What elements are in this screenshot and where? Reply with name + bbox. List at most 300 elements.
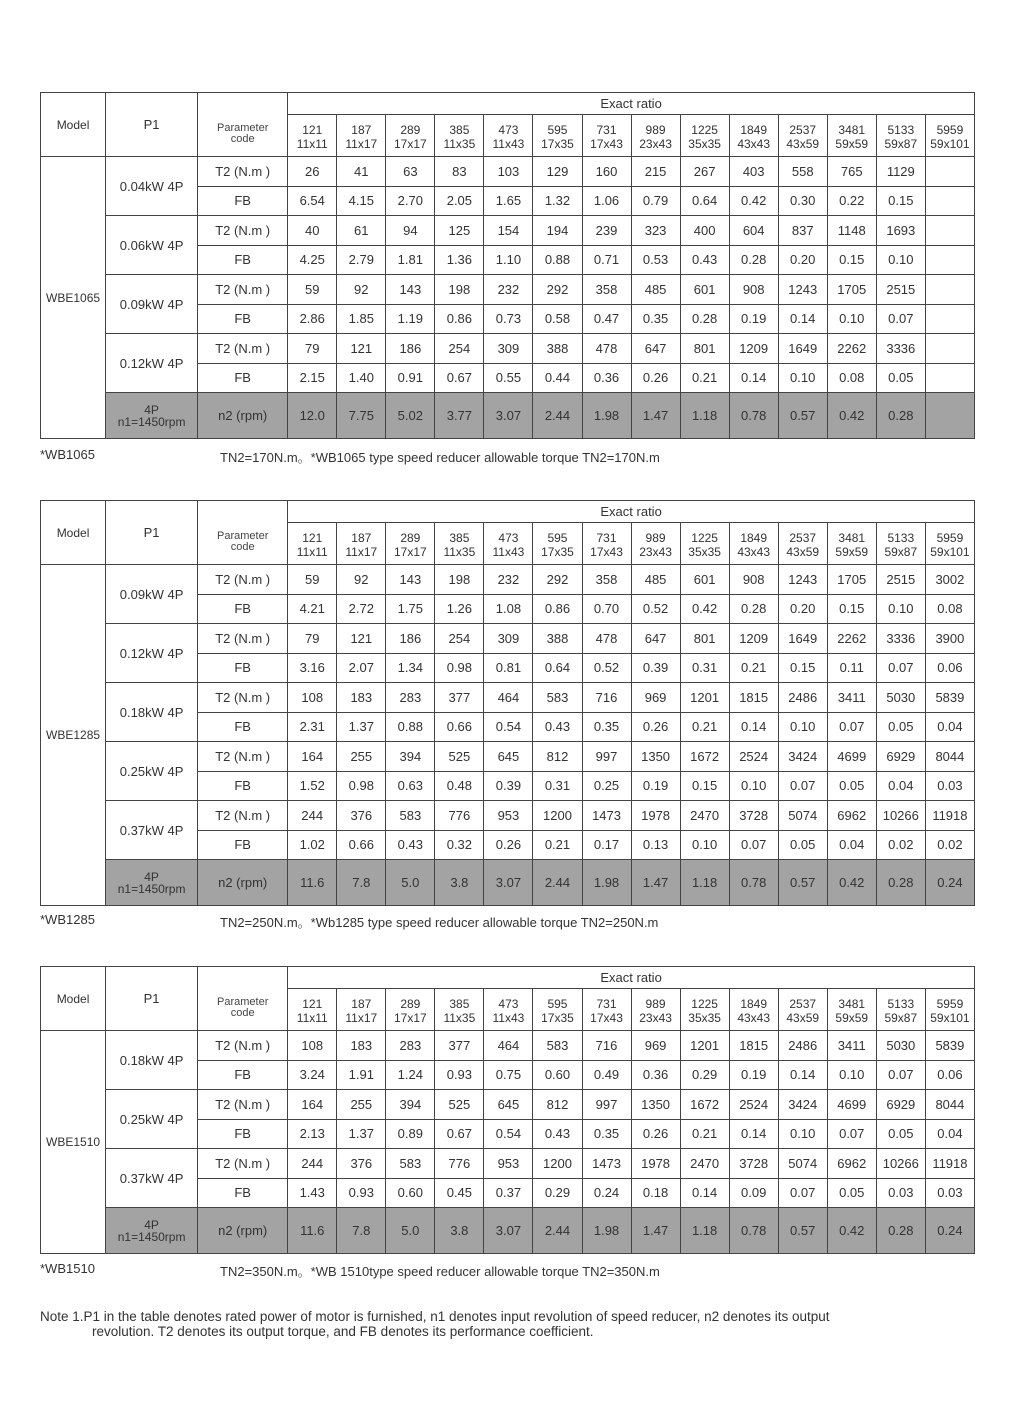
n2-value: 12.0 bbox=[288, 393, 337, 439]
parameter-code-header bbox=[198, 93, 288, 157]
fb-value: 1.91 bbox=[337, 1060, 386, 1090]
ratio-value: 473 bbox=[498, 530, 519, 545]
fb-value: 0.98 bbox=[435, 653, 484, 683]
t2-label: T2 (N.m ) bbox=[198, 275, 288, 305]
ratio-cell bbox=[680, 115, 729, 157]
t2-value: 3336 bbox=[876, 624, 925, 654]
ratio-teeth: 35x35 bbox=[688, 1010, 721, 1025]
ratio-teeth: 59x87 bbox=[884, 136, 918, 151]
fb-value: 0.53 bbox=[631, 245, 680, 275]
t2-value: 267 bbox=[680, 157, 729, 187]
fb-value: 0.31 bbox=[533, 771, 582, 801]
ratio-teeth: 17x35 bbox=[541, 1010, 574, 1025]
t2-value: 647 bbox=[631, 334, 680, 364]
power-cell: 0.09kW 4P bbox=[106, 565, 198, 624]
n2-value: 3.07 bbox=[484, 860, 533, 906]
ratio-teeth: 11x11 bbox=[296, 1010, 328, 1025]
fb-value: 0.93 bbox=[337, 1178, 386, 1208]
fb-value: 0.10 bbox=[680, 830, 729, 860]
t2-value: 108 bbox=[288, 683, 337, 713]
fb-value: 0.15 bbox=[827, 594, 876, 624]
fb-value: 2.15 bbox=[288, 363, 337, 393]
fb-value: 0.06 bbox=[925, 1060, 974, 1090]
rpm-pole-label: 4P bbox=[144, 869, 159, 884]
ratio-value: 5133 bbox=[887, 530, 915, 545]
t2-value: 358 bbox=[582, 565, 631, 595]
ratio-cell bbox=[386, 115, 435, 157]
ratio-value: 473 bbox=[498, 996, 519, 1011]
fb-value: 0.21 bbox=[729, 653, 778, 683]
fb-value: 0.04 bbox=[925, 712, 974, 742]
t2-value: 244 bbox=[288, 801, 337, 831]
fb-value: 2.79 bbox=[337, 245, 386, 275]
ratio-value: 385 bbox=[449, 122, 470, 137]
ratio-value: 187 bbox=[351, 530, 372, 545]
n2-value: 0.57 bbox=[778, 1208, 827, 1254]
t2-value: 59 bbox=[288, 565, 337, 595]
t2-value: 79 bbox=[288, 334, 337, 364]
fb-value: 0.35 bbox=[582, 1119, 631, 1149]
t2-value: 129 bbox=[533, 157, 582, 187]
ratio-teeth: 43x59 bbox=[786, 136, 820, 151]
n2-value: 1.98 bbox=[582, 1208, 631, 1254]
t2-value: 1350 bbox=[631, 742, 680, 772]
t2-value: 1201 bbox=[680, 1031, 729, 1061]
ratio-teeth: 59x101 bbox=[930, 1010, 970, 1025]
fb-value: 0.07 bbox=[827, 1119, 876, 1149]
power-cell: 0.25kW 4P bbox=[106, 742, 198, 801]
fb-value: 0.47 bbox=[582, 304, 631, 334]
fb-label: FB bbox=[198, 594, 288, 624]
t2-value: 645 bbox=[484, 1090, 533, 1120]
n2-value: 3.07 bbox=[484, 393, 533, 439]
n2-value: 5.0 bbox=[386, 1208, 435, 1254]
t2-value: 3728 bbox=[729, 801, 778, 831]
t2-value: 1243 bbox=[778, 275, 827, 305]
rpm-row bbox=[41, 393, 975, 439]
ratio-cell bbox=[386, 523, 435, 565]
t2-value: 143 bbox=[386, 275, 435, 305]
ratio-teeth: 43x43 bbox=[737, 136, 771, 151]
fb-value: 0.10 bbox=[827, 304, 876, 334]
fb-value: 0.49 bbox=[582, 1060, 631, 1090]
t2-value: 400 bbox=[680, 216, 729, 246]
fb-value: 0.04 bbox=[876, 771, 925, 801]
ratio-teeth: 59x101 bbox=[930, 544, 970, 559]
ratio-value: 731 bbox=[596, 530, 617, 545]
fb-value: 0.26 bbox=[631, 712, 680, 742]
t2-row bbox=[41, 1149, 975, 1179]
power-cell: 0.25kW 4P bbox=[106, 1090, 198, 1149]
ratio-cell bbox=[631, 523, 680, 565]
t2-value: 5074 bbox=[778, 801, 827, 831]
t2-row bbox=[41, 565, 975, 595]
t2-label: T2 (N.m ) bbox=[198, 565, 288, 595]
t2-value: 1148 bbox=[827, 216, 876, 246]
ratio-value: 3481 bbox=[838, 530, 866, 545]
ratio-value: 1225 bbox=[691, 530, 718, 545]
model-header: Model bbox=[41, 93, 106, 157]
ratio-value: 289 bbox=[400, 530, 421, 545]
n2-value: 1.18 bbox=[680, 393, 729, 439]
power-cell: 0.12kW 4P bbox=[106, 624, 198, 683]
fb-value: 0.10 bbox=[827, 1060, 876, 1090]
t2-value: 2515 bbox=[876, 565, 925, 595]
ratio-value: 2537 bbox=[789, 996, 817, 1011]
fb-label: FB bbox=[198, 363, 288, 393]
t2-value: 1201 bbox=[680, 683, 729, 713]
fb-label: FB bbox=[198, 186, 288, 216]
t2-value: 1672 bbox=[680, 742, 729, 772]
n2-value: 1.98 bbox=[582, 860, 631, 906]
t2-value: 10266 bbox=[876, 801, 925, 831]
fb-value bbox=[925, 186, 974, 216]
t2-value: 1350 bbox=[631, 1090, 680, 1120]
fb-value: 1.43 bbox=[288, 1178, 337, 1208]
fb-value: 0.26 bbox=[631, 363, 680, 393]
fb-value: 2.70 bbox=[386, 186, 435, 216]
t2-value: 2515 bbox=[876, 275, 925, 305]
n2-value: 7.8 bbox=[337, 860, 386, 906]
ratio-teeth: 59x59 bbox=[835, 136, 869, 151]
t2-value: 198 bbox=[435, 565, 484, 595]
t2-value: 6929 bbox=[876, 1090, 925, 1120]
t2-value: 2524 bbox=[729, 742, 778, 772]
t2-value: 464 bbox=[484, 1031, 533, 1061]
spec-table-wbe1285 bbox=[40, 500, 975, 906]
fb-value: 6.54 bbox=[288, 186, 337, 216]
t2-value: 478 bbox=[582, 334, 631, 364]
t2-value: 801 bbox=[680, 334, 729, 364]
t2-value: 143 bbox=[386, 565, 435, 595]
ratio-value: 2537 bbox=[789, 122, 817, 137]
t2-value: 969 bbox=[631, 1031, 680, 1061]
t2-value: 3424 bbox=[778, 1090, 827, 1120]
fb-value: 0.86 bbox=[533, 594, 582, 624]
ratio-cell bbox=[435, 523, 484, 565]
t2-value: 121 bbox=[337, 334, 386, 364]
t2-row bbox=[41, 742, 975, 772]
ratio-teeth: 23x43 bbox=[639, 136, 672, 151]
ratio-value: 3481 bbox=[838, 996, 866, 1011]
t2-value: 2524 bbox=[729, 1090, 778, 1120]
exact-ratio-header: Exact ratio bbox=[288, 501, 975, 523]
n2-value: 3.77 bbox=[435, 393, 484, 439]
t2-label: T2 (N.m ) bbox=[198, 157, 288, 187]
t2-value: 376 bbox=[337, 801, 386, 831]
fb-value: 0.91 bbox=[386, 363, 435, 393]
ratio-teeth: 59x87 bbox=[884, 544, 918, 559]
t2-value: 92 bbox=[337, 565, 386, 595]
fb-value: 0.07 bbox=[778, 1178, 827, 1208]
ratio-teeth: 11x11 bbox=[296, 544, 328, 559]
ratio-teeth: 11x43 bbox=[492, 1010, 525, 1025]
note-paragraph bbox=[40, 1309, 980, 1339]
fb-value: 0.30 bbox=[778, 186, 827, 216]
t2-value: 464 bbox=[484, 683, 533, 713]
ratio-cell bbox=[533, 523, 582, 565]
ratio-teeth: 11x43 bbox=[492, 544, 525, 559]
fb-value: 0.15 bbox=[876, 186, 925, 216]
ratio-value: 5133 bbox=[887, 122, 915, 137]
ratio-cell bbox=[484, 523, 533, 565]
code-label: code bbox=[230, 1006, 255, 1019]
fb-value: 0.31 bbox=[680, 653, 729, 683]
t2-label: T2 (N.m ) bbox=[198, 1090, 288, 1120]
t2-value: 83 bbox=[435, 157, 484, 187]
t2-value: 969 bbox=[631, 683, 680, 713]
fb-value: 0.29 bbox=[533, 1178, 582, 1208]
n2-value: 7.8 bbox=[337, 1208, 386, 1254]
parameter-label: Parameter bbox=[217, 995, 269, 1008]
n2-value: 0.57 bbox=[778, 393, 827, 439]
footnote-model: *WB1065 bbox=[40, 447, 95, 462]
ratio-teeth: 11x11 bbox=[296, 136, 328, 151]
t2-value: 377 bbox=[435, 1031, 484, 1061]
fb-value: 0.15 bbox=[680, 771, 729, 801]
n2-value: 1.47 bbox=[631, 1208, 680, 1254]
ratio-cell bbox=[876, 523, 925, 565]
parameter-code-header bbox=[198, 501, 288, 565]
ratio-cell bbox=[631, 115, 680, 157]
rpm-label-cell bbox=[106, 1208, 198, 1254]
fb-value: 0.54 bbox=[484, 1119, 533, 1149]
n2-label: n2 (rpm) bbox=[198, 1208, 288, 1254]
fb-value: 1.32 bbox=[533, 186, 582, 216]
footnote-text: TN2=170N.m。*WB1065 type speed reducer allowable torque TN2=170N.m bbox=[220, 450, 660, 465]
ratio-teeth: 59x59 bbox=[835, 1010, 869, 1025]
t2-value: 1705 bbox=[827, 275, 876, 305]
fb-value: 0.39 bbox=[484, 771, 533, 801]
ratio-cell bbox=[778, 115, 827, 157]
t2-value: 765 bbox=[827, 157, 876, 187]
t2-value: 292 bbox=[533, 565, 582, 595]
fb-value: 1.26 bbox=[435, 594, 484, 624]
fb-value bbox=[925, 363, 974, 393]
t2-value: 10266 bbox=[876, 1149, 925, 1179]
t2-value: 239 bbox=[582, 216, 631, 246]
fb-value: 0.05 bbox=[876, 363, 925, 393]
t2-value: 403 bbox=[729, 157, 778, 187]
ratio-value: 187 bbox=[351, 996, 372, 1011]
ratio-teeth: 23x43 bbox=[639, 544, 672, 559]
t2-value: 2486 bbox=[778, 683, 827, 713]
t2-value: 1978 bbox=[631, 801, 680, 831]
exact-ratio-header: Exact ratio bbox=[288, 93, 975, 115]
fb-value: 0.08 bbox=[827, 363, 876, 393]
fb-value: 0.28 bbox=[729, 594, 778, 624]
t2-label: T2 (N.m ) bbox=[198, 216, 288, 246]
fb-value: 0.02 bbox=[876, 830, 925, 860]
model-header: Model bbox=[41, 501, 106, 565]
ratio-value: 989 bbox=[645, 996, 666, 1011]
ratio-teeth: 17x35 bbox=[541, 544, 574, 559]
t2-value: 186 bbox=[386, 334, 435, 364]
fb-value: 2.07 bbox=[337, 653, 386, 683]
fb-value: 0.52 bbox=[582, 653, 631, 683]
ratio-cell bbox=[484, 989, 533, 1031]
t2-label: T2 (N.m ) bbox=[198, 1149, 288, 1179]
fb-value: 0.42 bbox=[680, 594, 729, 624]
fb-value: 0.44 bbox=[533, 363, 582, 393]
t2-value: 583 bbox=[386, 1149, 435, 1179]
fb-label: FB bbox=[198, 304, 288, 334]
ratio-value: 989 bbox=[645, 530, 666, 545]
ratio-cell bbox=[337, 115, 386, 157]
code-label: code bbox=[230, 540, 255, 553]
ratio-teeth: 59x87 bbox=[884, 1010, 918, 1025]
n2-value: 0.28 bbox=[876, 393, 925, 439]
power-cell: 0.09kW 4P bbox=[106, 275, 198, 334]
t2-value: 232 bbox=[484, 275, 533, 305]
t2-value: 283 bbox=[386, 683, 435, 713]
t2-value: 11918 bbox=[925, 801, 974, 831]
ratio-teeth: 17x17 bbox=[393, 544, 427, 559]
t2-value: 953 bbox=[484, 1149, 533, 1179]
t2-value bbox=[925, 216, 974, 246]
t2-value: 2470 bbox=[680, 1149, 729, 1179]
ratio-cell bbox=[288, 115, 337, 157]
ratio-value: 1849 bbox=[740, 996, 768, 1011]
fb-value: 0.54 bbox=[484, 712, 533, 742]
fb-value: 4.21 bbox=[288, 594, 337, 624]
t2-value: 1209 bbox=[729, 624, 778, 654]
fb-value: 0.43 bbox=[533, 712, 582, 742]
power-cell: 0.06kW 4P bbox=[106, 216, 198, 275]
t2-value: 6962 bbox=[827, 1149, 876, 1179]
fb-value: 0.60 bbox=[386, 1178, 435, 1208]
fb-value: 0.06 bbox=[925, 653, 974, 683]
t2-value: 558 bbox=[778, 157, 827, 187]
n2-value: 0.42 bbox=[827, 393, 876, 439]
fb-value: 0.19 bbox=[729, 1060, 778, 1090]
fb-value: 0.14 bbox=[778, 304, 827, 334]
fb-value: 0.25 bbox=[582, 771, 631, 801]
t2-value: 41 bbox=[337, 157, 386, 187]
t2-value: 215 bbox=[631, 157, 680, 187]
fb-value: 0.05 bbox=[827, 1178, 876, 1208]
t2-value bbox=[925, 157, 974, 187]
ratio-teeth: 11x17 bbox=[345, 1010, 378, 1025]
p1-header: P1 bbox=[106, 93, 198, 157]
n2-value: 3.8 bbox=[435, 1208, 484, 1254]
t2-value: 953 bbox=[484, 801, 533, 831]
ratio-value: 289 bbox=[400, 996, 421, 1011]
t2-row bbox=[41, 624, 975, 654]
fb-value: 4.15 bbox=[337, 186, 386, 216]
ratio-cell bbox=[533, 989, 582, 1031]
ratio-teeth: 23x43 bbox=[639, 1010, 672, 1025]
t2-label: T2 (N.m ) bbox=[198, 624, 288, 654]
ratio-teeth: 59x59 bbox=[835, 544, 869, 559]
fb-value: 0.15 bbox=[827, 245, 876, 275]
t2-value: 254 bbox=[435, 334, 484, 364]
t2-row bbox=[41, 216, 975, 246]
ratio-teeth: 17x35 bbox=[541, 136, 574, 151]
t2-value: 61 bbox=[337, 216, 386, 246]
rpm-pole-label: 4P bbox=[144, 402, 159, 417]
n2-value: 11.6 bbox=[288, 860, 337, 906]
t2-value: 4699 bbox=[827, 1090, 876, 1120]
t2-value: 3411 bbox=[827, 683, 876, 713]
fb-label: FB bbox=[198, 1119, 288, 1149]
fb-value: 0.14 bbox=[680, 1178, 729, 1208]
t2-value: 3900 bbox=[925, 624, 974, 654]
fb-value: 1.24 bbox=[386, 1060, 435, 1090]
t2-value: 183 bbox=[337, 1031, 386, 1061]
n2-value: 0.57 bbox=[778, 860, 827, 906]
ratio-teeth: 11x35 bbox=[443, 1010, 476, 1025]
fb-value: 0.32 bbox=[435, 830, 484, 860]
power-cell: 0.37kW 4P bbox=[106, 1149, 198, 1208]
fb-value: 0.05 bbox=[827, 771, 876, 801]
fb-value: 0.81 bbox=[484, 653, 533, 683]
t2-value: 8044 bbox=[925, 742, 974, 772]
ratio-cell bbox=[827, 115, 876, 157]
t2-value: 388 bbox=[533, 624, 582, 654]
footnote-text: TN2=350N.m。*WB 1510type speed reducer allowable torque TN2=350N.m bbox=[220, 1264, 660, 1279]
fb-value: 1.81 bbox=[386, 245, 435, 275]
note-line-1: Note 1.P1 in the table denotes rated power of motor is furnished, n1 denotes input revolution of speed reducer, n2 denotes its output bbox=[40, 1309, 830, 1324]
fb-value: 0.05 bbox=[876, 712, 925, 742]
fb-value: 0.03 bbox=[925, 771, 974, 801]
t2-label: T2 (N.m ) bbox=[198, 1031, 288, 1061]
n2-value: 0.78 bbox=[729, 1208, 778, 1254]
t2-value: 1815 bbox=[729, 1031, 778, 1061]
model-name: WBE1285 bbox=[41, 565, 106, 906]
t2-value: 5839 bbox=[925, 1031, 974, 1061]
t2-value: 5074 bbox=[778, 1149, 827, 1179]
n2-value: 0.28 bbox=[876, 1208, 925, 1254]
ratio-cell bbox=[582, 115, 631, 157]
fb-value: 0.71 bbox=[582, 245, 631, 275]
fb-value: 0.42 bbox=[729, 186, 778, 216]
ratio-value: 289 bbox=[400, 122, 421, 137]
t2-value: 1473 bbox=[582, 801, 631, 831]
n2-value: 0.42 bbox=[827, 1208, 876, 1254]
ratio-teeth: 59x101 bbox=[930, 136, 970, 151]
fb-value: 0.55 bbox=[484, 363, 533, 393]
t2-value: 309 bbox=[484, 334, 533, 364]
ratio-teeth: 11x43 bbox=[492, 136, 525, 151]
fb-label: FB bbox=[198, 245, 288, 275]
n2-value: 0.28 bbox=[876, 860, 925, 906]
fb-value: 0.63 bbox=[386, 771, 435, 801]
fb-value: 0.60 bbox=[533, 1060, 582, 1090]
fb-value: 1.37 bbox=[337, 712, 386, 742]
t2-row bbox=[41, 1090, 975, 1120]
fb-value: 0.19 bbox=[729, 304, 778, 334]
fb-value: 0.73 bbox=[484, 304, 533, 334]
t2-value: 376 bbox=[337, 1149, 386, 1179]
spec-table-wbe1065 bbox=[40, 92, 975, 439]
t2-value: 1705 bbox=[827, 565, 876, 595]
t2-value: 1473 bbox=[582, 1149, 631, 1179]
header-row bbox=[41, 967, 975, 989]
t2-value: 11918 bbox=[925, 1149, 974, 1179]
t2-value: 255 bbox=[337, 1090, 386, 1120]
fb-value: 1.34 bbox=[386, 653, 435, 683]
t2-value: 776 bbox=[435, 1149, 484, 1179]
fb-value: 3.16 bbox=[288, 653, 337, 683]
t2-value: 1649 bbox=[778, 334, 827, 364]
t2-value: 601 bbox=[680, 565, 729, 595]
ratio-cell bbox=[631, 989, 680, 1031]
fb-label: FB bbox=[198, 1060, 288, 1090]
ratio-cell bbox=[729, 523, 778, 565]
power-cell: 0.37kW 4P bbox=[106, 801, 198, 860]
t2-value: 5030 bbox=[876, 683, 925, 713]
